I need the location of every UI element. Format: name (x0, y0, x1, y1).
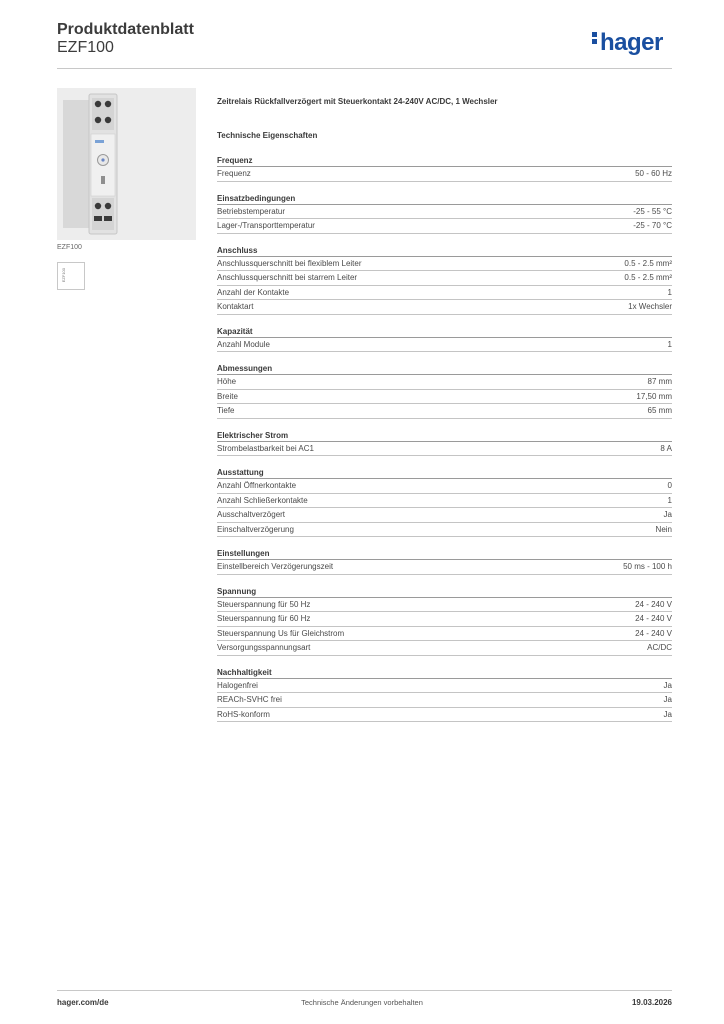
spec-row (217, 338, 672, 353)
product-image (57, 88, 196, 240)
spec-row (217, 167, 672, 182)
spec-content (217, 96, 672, 722)
spec-label: Steuerspannung für 60 Hz (217, 614, 311, 623)
spec-label: Anzahl Öffnerkontakte (217, 481, 297, 490)
footer-date: 19.03.2026 (631, 998, 672, 1007)
spec-row (217, 286, 672, 301)
spec-row (217, 494, 672, 509)
spec-value: 24 - 240 V (635, 628, 672, 638)
spec-row (217, 442, 672, 457)
spec-value: 17,50 mm (636, 391, 672, 401)
footer-note: Technische Änderungen vorbehalten (301, 998, 423, 1007)
spec-value: 65 mm (647, 406, 672, 415)
spec-label: Anschlussquerschnitt bei starrem Leiter (217, 273, 358, 282)
spec-value: 0 (667, 481, 672, 490)
spec-label: Lager-/Transporttemperatur (217, 221, 315, 230)
section-heading: Einstellungen (217, 545, 672, 560)
spec-value: 1 (667, 339, 672, 349)
spec-label: Versorgungsspannungsart (217, 643, 311, 652)
spec-value: Ja (663, 510, 672, 519)
spec-label: RoHS-konform (217, 709, 270, 719)
spec-label: Anschlussquerschnitt bei flexiblem Leiter (217, 258, 362, 268)
logo-text: hager (600, 29, 663, 56)
spec-value: AC/DC (647, 643, 672, 652)
footer-divider (57, 990, 672, 991)
spec-label: Ausschaltverzögert (217, 510, 286, 519)
spec-value: 24 - 240 V (635, 614, 672, 623)
spec-label: Betriebstemperatur (217, 206, 286, 216)
spec-row (217, 523, 672, 538)
section-heading: Kapazität (217, 323, 672, 338)
section-heading: Nachhaltigkeit (217, 664, 672, 679)
spec-label: Kontaktart (217, 302, 254, 311)
section-heading: Einsatzbedingungen (217, 190, 672, 205)
spec-row (217, 404, 672, 419)
spec-row (217, 612, 672, 627)
section-spacer (217, 575, 672, 583)
section-heading: Frequenz (217, 152, 672, 167)
spec-value: Ja (663, 709, 672, 719)
spec-value: 8 A (660, 443, 672, 453)
spec-label: Einstellbereich Verzögerungszeit (217, 562, 334, 571)
header-divider (57, 68, 672, 69)
spec-value: 24 - 240 V (635, 599, 672, 609)
spec-value: 1 (667, 495, 672, 505)
spec-label: Anzahl Module (217, 339, 270, 349)
spec-value: 87 mm (647, 377, 672, 386)
section-spacer (217, 456, 672, 464)
spec-row (217, 627, 672, 642)
spec-row (217, 375, 672, 390)
spec-row (217, 708, 672, 723)
section-spacer (217, 656, 672, 664)
image-caption: EZF100 (57, 244, 82, 251)
spec-heading: Technische Eigenschaften (217, 131, 318, 140)
spec-value: 1x Wechsler (628, 302, 672, 311)
spec-label: Anzahl der Kontakte (217, 287, 290, 297)
section-heading: Anschluss (217, 242, 672, 257)
spec-row (217, 205, 672, 220)
time-relay-device-icon (57, 88, 196, 240)
spec-value: Nein (655, 524, 672, 534)
spec-row (217, 598, 672, 613)
spec-label: Anzahl Schließerkontakte (217, 495, 308, 505)
section-spacer (217, 352, 672, 360)
section-heading: Abmessungen (217, 360, 672, 375)
spec-label: Höhe (217, 377, 237, 386)
spec-label: Steuerspannung Us für Gleichstrom (217, 628, 345, 638)
spec-row (217, 257, 672, 272)
section-heading: Elektrischer Strom (217, 427, 672, 442)
footer-website: hager.com/de (57, 998, 109, 1007)
spec-label: Strombelastbarkeit bei AC1 (217, 443, 314, 453)
spec-row (217, 479, 672, 494)
spec-row (217, 679, 672, 694)
section-spacer (217, 419, 672, 427)
spec-row (217, 219, 672, 234)
hager-logo (592, 29, 663, 57)
section-spacer (217, 315, 672, 323)
spec-row (217, 560, 672, 575)
spec-value: 50 - 60 Hz (635, 169, 672, 178)
section-spacer (217, 182, 672, 190)
section-spacer (217, 537, 672, 545)
spec-label: Frequenz (217, 169, 251, 178)
section-heading: Spannung (217, 583, 672, 598)
page-title: Produktdatenblatt (57, 21, 194, 38)
spec-label: REACh-SVHC frei (217, 695, 282, 704)
spec-row (217, 390, 672, 405)
spec-sections (217, 152, 672, 722)
spec-row (217, 300, 672, 315)
spec-value: 1 (667, 287, 672, 297)
spec-value: 0.5 - 2.5 mm² (624, 273, 672, 282)
spec-label: Tiefe (217, 406, 235, 415)
product-thumbnail[interactable] (57, 262, 85, 290)
spec-label: Breite (217, 391, 238, 401)
spec-label: Einschaltverzögerung (217, 524, 294, 534)
product-code: EZF100 (57, 39, 114, 56)
section-heading: Ausstattung (217, 464, 672, 479)
section-spacer (217, 234, 672, 242)
spec-row (217, 693, 672, 708)
spec-label: Halogenfrei (217, 680, 258, 690)
spec-row (217, 508, 672, 523)
spec-value: Ja (663, 680, 672, 690)
thumbnail-label: EZF100 (61, 268, 66, 283)
spec-value: Ja (663, 695, 672, 704)
logo-dots-icon (592, 30, 598, 46)
spec-row (217, 641, 672, 656)
product-description: Zeitrelais Rückfallverzögert mit Steuerkontakt 24-240V AC/DC, 1 Wechsler (217, 97, 498, 106)
spec-row (217, 271, 672, 286)
spec-value: -25 - 70 °C (633, 221, 672, 230)
spec-value: 0.5 - 2.5 mm² (624, 258, 672, 268)
spec-value: -25 - 55 °C (633, 206, 672, 216)
spec-label: Steuerspannung für 50 Hz (217, 599, 311, 609)
spec-value: 50 ms - 100 h (623, 562, 672, 571)
